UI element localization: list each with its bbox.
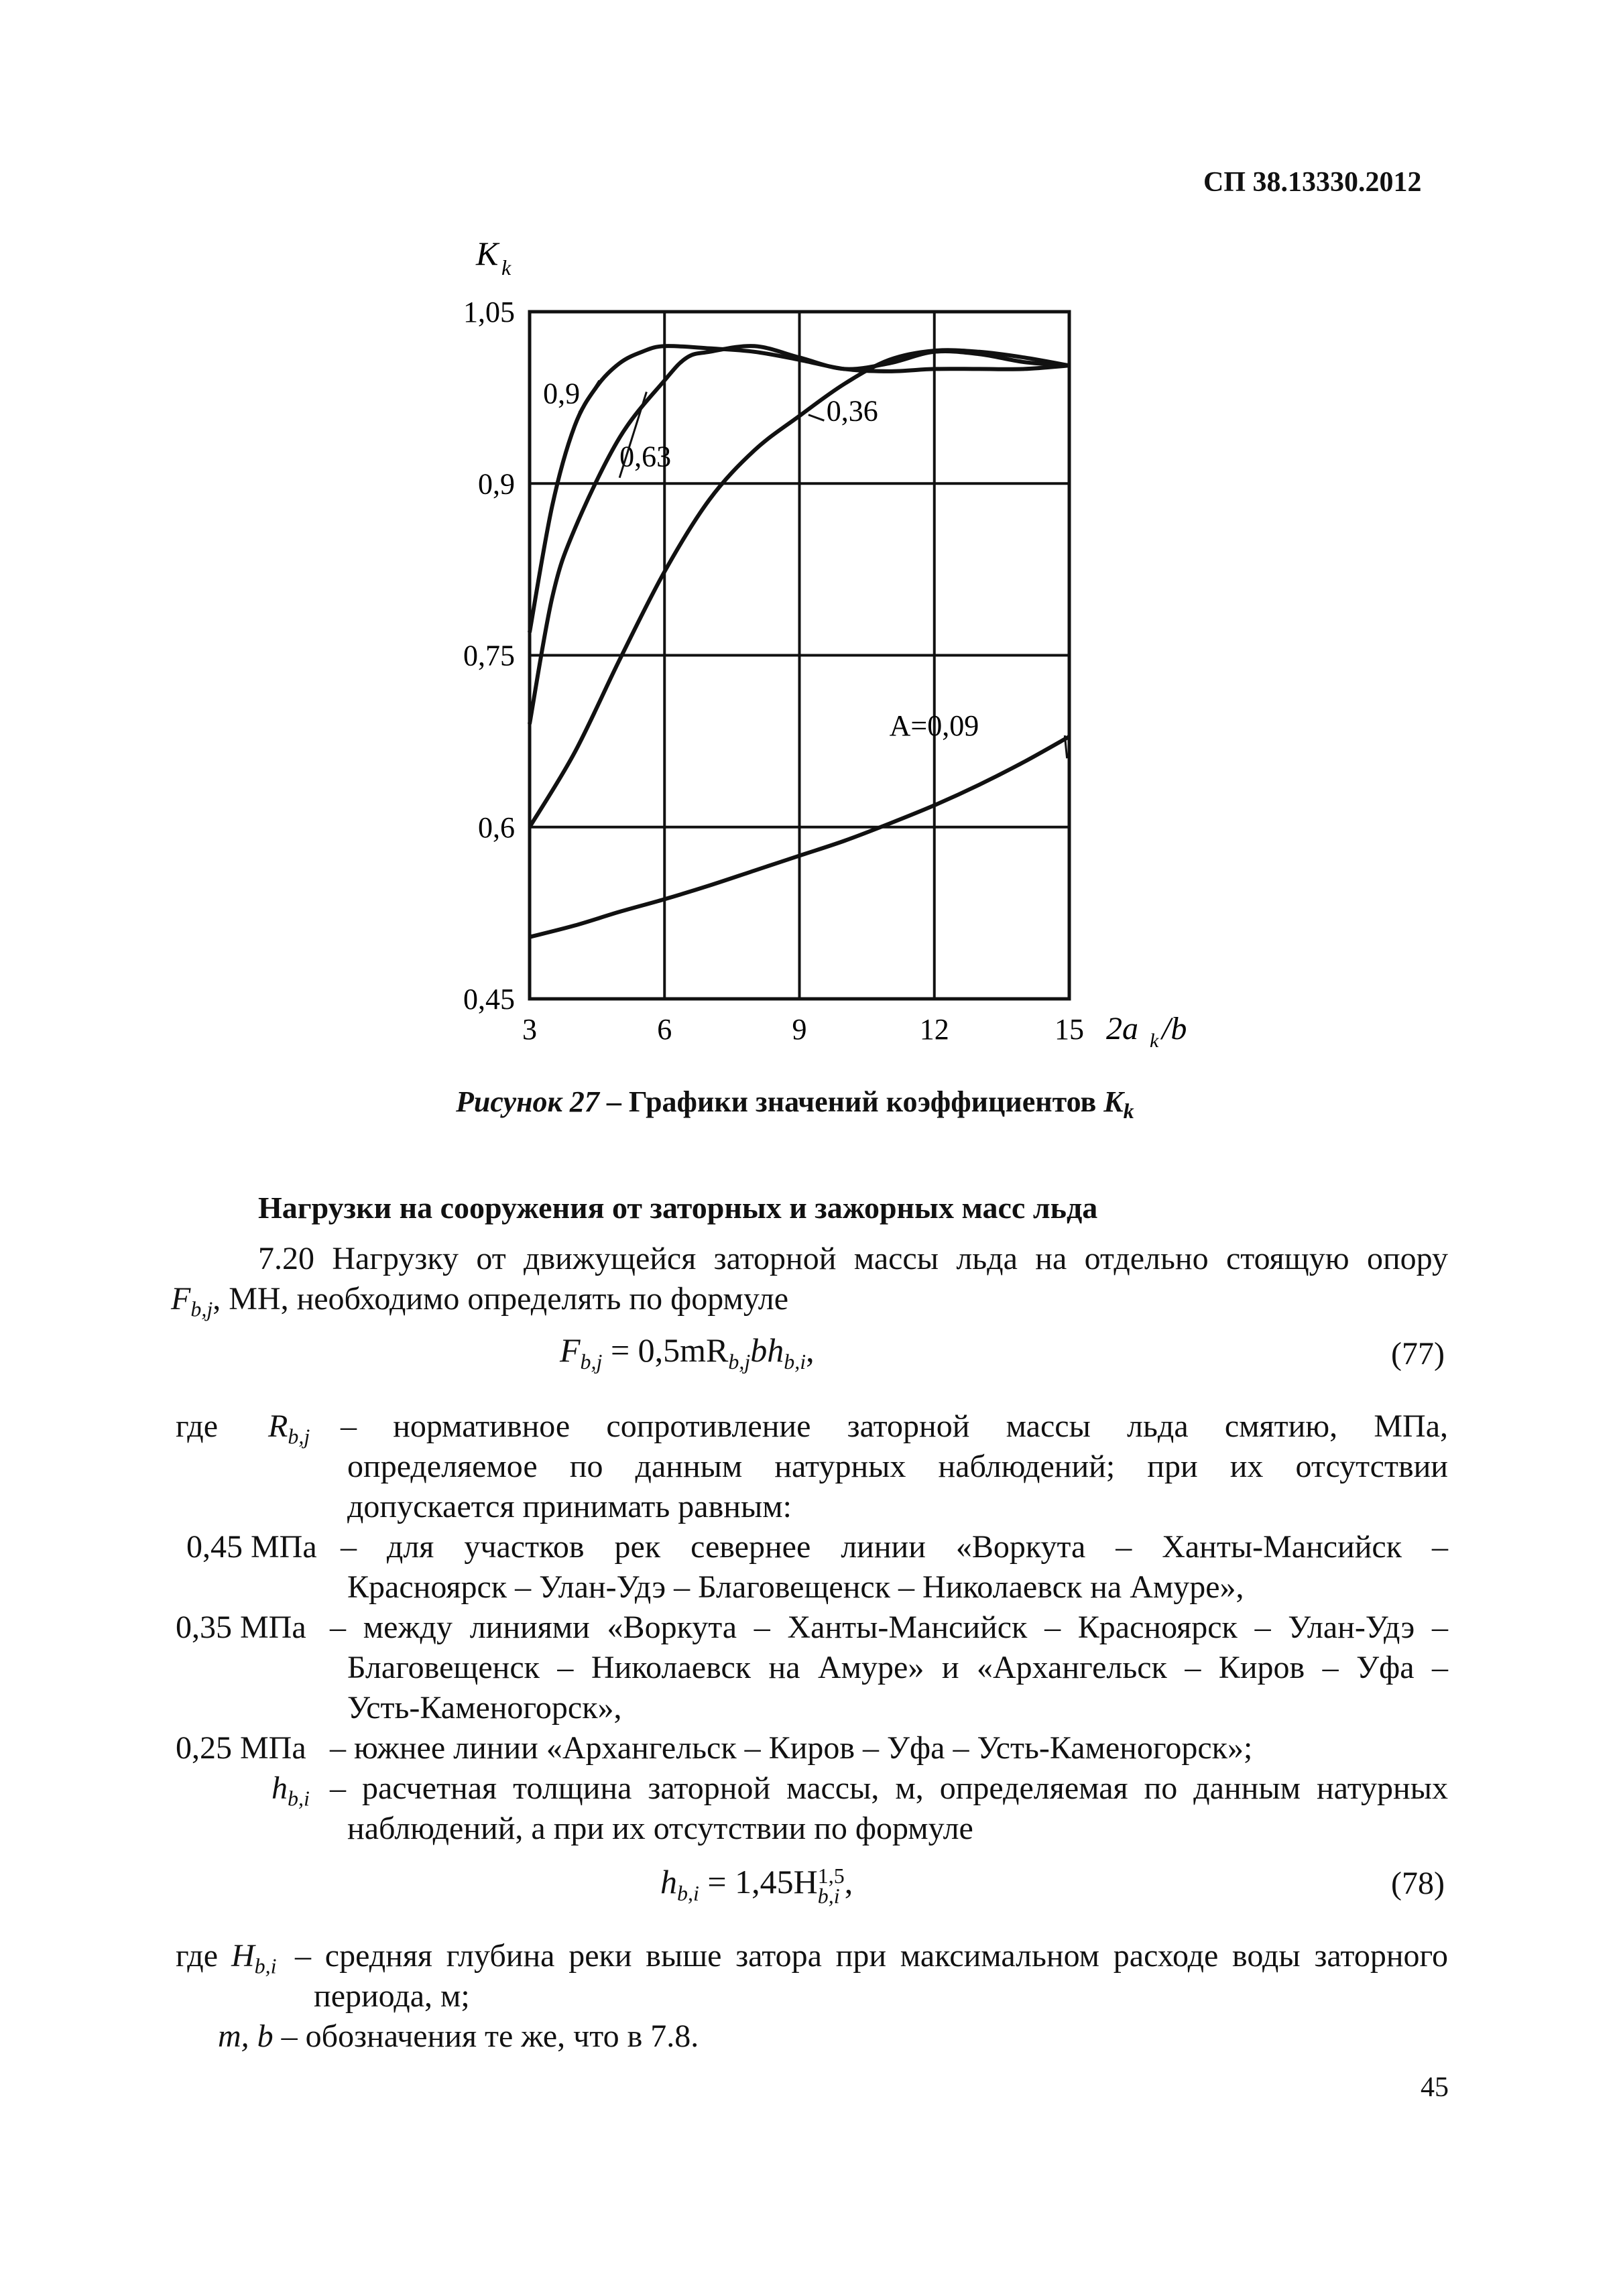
- figure-caption: [456, 1085, 1134, 1124]
- eq78-tail: ,: [844, 1863, 853, 1900]
- value-035-line3: Усть-Каменогорск»,: [347, 1690, 622, 1726]
- eq78-rhs: = 1,45H: [699, 1863, 818, 1900]
- symbol-hbi: [272, 1768, 310, 1819]
- y-tick-label: 0,45: [463, 983, 515, 1016]
- eq77-lhs-sub: b,j: [580, 1349, 603, 1374]
- symbol-rbj: [268, 1406, 310, 1457]
- equation-78: [660, 1862, 853, 1906]
- eq77-rhs-sub2: b,i: [784, 1349, 806, 1374]
- series-annotation: A=0,09: [889, 709, 979, 743]
- eq78-lhs-sub: b,i: [677, 1881, 699, 1905]
- x-tick-label: 12: [919, 1013, 949, 1046]
- y-axis-label: K: [476, 235, 499, 272]
- symbol-hbi-sub: b,i: [288, 1786, 310, 1811]
- symbol-fbj-sub: b,j: [190, 1296, 213, 1321]
- where-r-line2: определяемое по данным натурных наблюдений; при их отсутствии: [347, 1449, 1448, 1484]
- x-tick-label: 9: [792, 1013, 807, 1046]
- equation-78-number: (78): [1391, 1866, 1445, 1901]
- where-h-line1: – средняя глубина реки выше затора при максимальном расходе воды заторного: [295, 1938, 1448, 1974]
- hbi-line1: – расчетная толщина заторной массы, м, определяемая по данным натурных: [330, 1770, 1448, 1806]
- value-045-line2: Красноярск – Улан-Удэ – Благовещенск – Николаевск на Амуре»,: [347, 1569, 1244, 1605]
- caption-prefix: Рисунок 27: [456, 1085, 599, 1118]
- para-720-line1: 7.20 Нагрузку от движущейся заторной массы льда на отдельно стоящую опору: [258, 1241, 1448, 1276]
- eq77-rhs: = 0,5mR: [602, 1331, 729, 1369]
- value-035-label: 0,35 МПа: [176, 1610, 306, 1645]
- eq78-sup: 1,5: [817, 1863, 845, 1888]
- symbol-rbj-main: R: [268, 1408, 288, 1444]
- caption-symbol-sub: k: [1123, 1098, 1134, 1123]
- y-tick-label: 0,6: [478, 810, 515, 844]
- where-h-line2: периода, м;: [314, 1978, 470, 2014]
- mb-text: – обозначения те же, что в 7.8.: [273, 2018, 699, 2054]
- x-axis-label: 2a: [1106, 1011, 1138, 1046]
- where-label-1: где: [176, 1408, 219, 1444]
- where-r-line1: – нормативное сопротивление заторной массы льда смятию, МПа,: [341, 1408, 1448, 1444]
- para-720-tail: , МН, необходимо определять по формуле: [213, 1281, 788, 1317]
- eq78-sub: b,i: [817, 1883, 840, 1908]
- eq78-lhs: h: [660, 1863, 677, 1900]
- value-045-line1: – для участков рек севернее линии «Воркута – Ханты-Мансийск –: [341, 1529, 1448, 1565]
- equation-77-number: (77): [1391, 1336, 1445, 1372]
- eq77-tail: ,: [806, 1331, 815, 1369]
- value-025-line1: – южнее линии «Архангельск – Киров – Уфа – Усть-Каменогорск»;: [330, 1730, 1253, 1766]
- document-code: СП 38.13330.2012: [1203, 167, 1422, 198]
- para-720-line2: [171, 1279, 1448, 1329]
- chart-kk: [375, 228, 1247, 1052]
- y-tick-label: 1,05: [463, 296, 515, 328]
- section-title: Нагрузки на сооружения от заторных и зажорных масс льда: [258, 1191, 1098, 1225]
- symbol-fbj: F: [171, 1281, 191, 1317]
- eq77-lhs: F: [560, 1331, 581, 1369]
- y-tick-label: 0,9: [478, 467, 515, 501]
- symbol-hbi-depth: [231, 1936, 277, 1986]
- where-label-2: где: [176, 1938, 219, 1974]
- series-annotation: 0,36: [826, 394, 878, 428]
- hbi-line2: наблюдений, а при их отсутствии по формуле: [347, 1811, 973, 1846]
- series-annotation: 0,9: [543, 377, 581, 410]
- x-axis-label-sub: k: [1150, 1030, 1159, 1052]
- symbol-h-main: H: [231, 1938, 255, 1974]
- eq77-rhs-sub1: b,j: [728, 1349, 751, 1374]
- y-tick-label: 0,75: [463, 639, 515, 672]
- x-tick-label: 15: [1055, 1013, 1084, 1046]
- caption-text: – Графики значений коэффициентов: [599, 1085, 1104, 1118]
- symbol-rbj-sub: b,j: [288, 1424, 310, 1449]
- value-035-line2: Благовещенск – Николаевск на Амуре» и «Архангельск – Киров – Уфа –: [347, 1650, 1448, 1685]
- page-number: 45: [1421, 2072, 1449, 2103]
- symbol-h-sub: b,i: [254, 1953, 277, 1978]
- symbol-hbi-main: h: [272, 1770, 288, 1806]
- x-tick-label: 3: [522, 1013, 537, 1046]
- mb-definition: [218, 2016, 699, 2057]
- x-axis-label-tail: /b: [1162, 1011, 1187, 1046]
- value-025-label: 0,25 МПа: [176, 1730, 306, 1766]
- series-annotation: 0,63: [619, 440, 672, 473]
- annotation-leader: [579, 381, 599, 413]
- eq77-rhs2: bh: [750, 1331, 784, 1369]
- where-r-line3: допускается принимать равным:: [347, 1489, 792, 1524]
- value-035-line1: – между линиями «Воркута – Ханты-Мансийск – Красноярск – Улан-Удэ –: [330, 1610, 1448, 1645]
- value-045-label: 0,45 МПа: [186, 1529, 317, 1565]
- x-tick-label: 6: [657, 1013, 672, 1046]
- symbol-m-b: m, b: [218, 2018, 274, 2054]
- y-axis-label-sub: k: [501, 255, 512, 280]
- annotation-leader: [808, 415, 824, 421]
- caption-symbol: K: [1103, 1085, 1124, 1118]
- equation-77: [560, 1331, 815, 1374]
